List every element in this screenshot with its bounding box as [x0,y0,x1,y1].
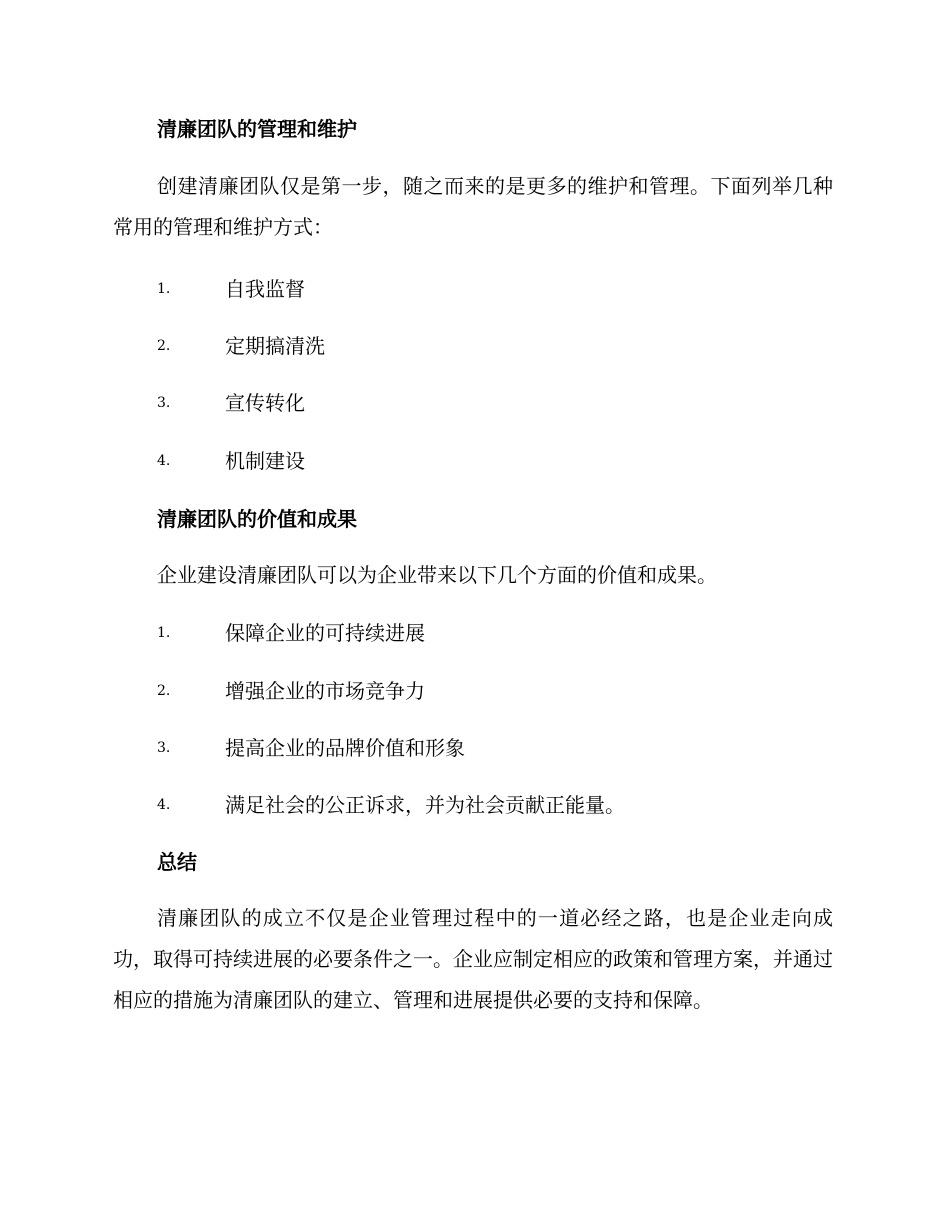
section-paragraph-management: 创建清廉团队仅是第一步，随之而来的是更多的维护和管理。下面列举几种常用的管理和维护方式： [113,174,833,239]
section-heading-value: 清廉团队的价值和成果 [157,507,357,531]
list-item-text: 宣传转化 [225,391,305,415]
list-item-text: 增强企业的市场竞争力 [225,679,425,703]
list-item-text: 保障企业的可持续进展 [225,621,425,645]
list-item-text: 提高企业的品牌价值和形象 [225,736,465,760]
section-paragraph-summary: 清廉团队的成立不仅是企业管理过程中的一道必经之路，也是企业走向成功，取得可持续进展的必要条件之一。企业应制定相应的政策和管理方案，并通过相应的措施为清廉团队的建立、管理和进展提供必要的支持和保障。 [113,906,833,1012]
list-item-text: 满足社会的公正诉求，并为社会贡献正能量。 [225,793,625,817]
list-item-number: 2. [157,683,171,699]
list-item-text: 定期搞清洗 [225,334,325,358]
list-item-text: 自我监督 [225,277,305,301]
list-item-number: 4. [157,797,171,813]
list-item-number: 3. [157,395,171,411]
section-heading-management: 清廉团队的管理和维护 [157,117,357,141]
list-item-text: 机制建设 [225,449,305,473]
section-heading-summary: 总结 [157,850,197,874]
section-paragraph-value: 企业建设清廉团队可以为企业带来以下几个方面的价值和成果。 [157,563,717,587]
list-item-number: 1. [157,625,171,641]
list-item-number: 2. [157,338,171,354]
list-item-number: 4. [157,453,171,469]
list-item-number: 3. [157,740,171,756]
list-item-number: 1. [157,281,171,297]
